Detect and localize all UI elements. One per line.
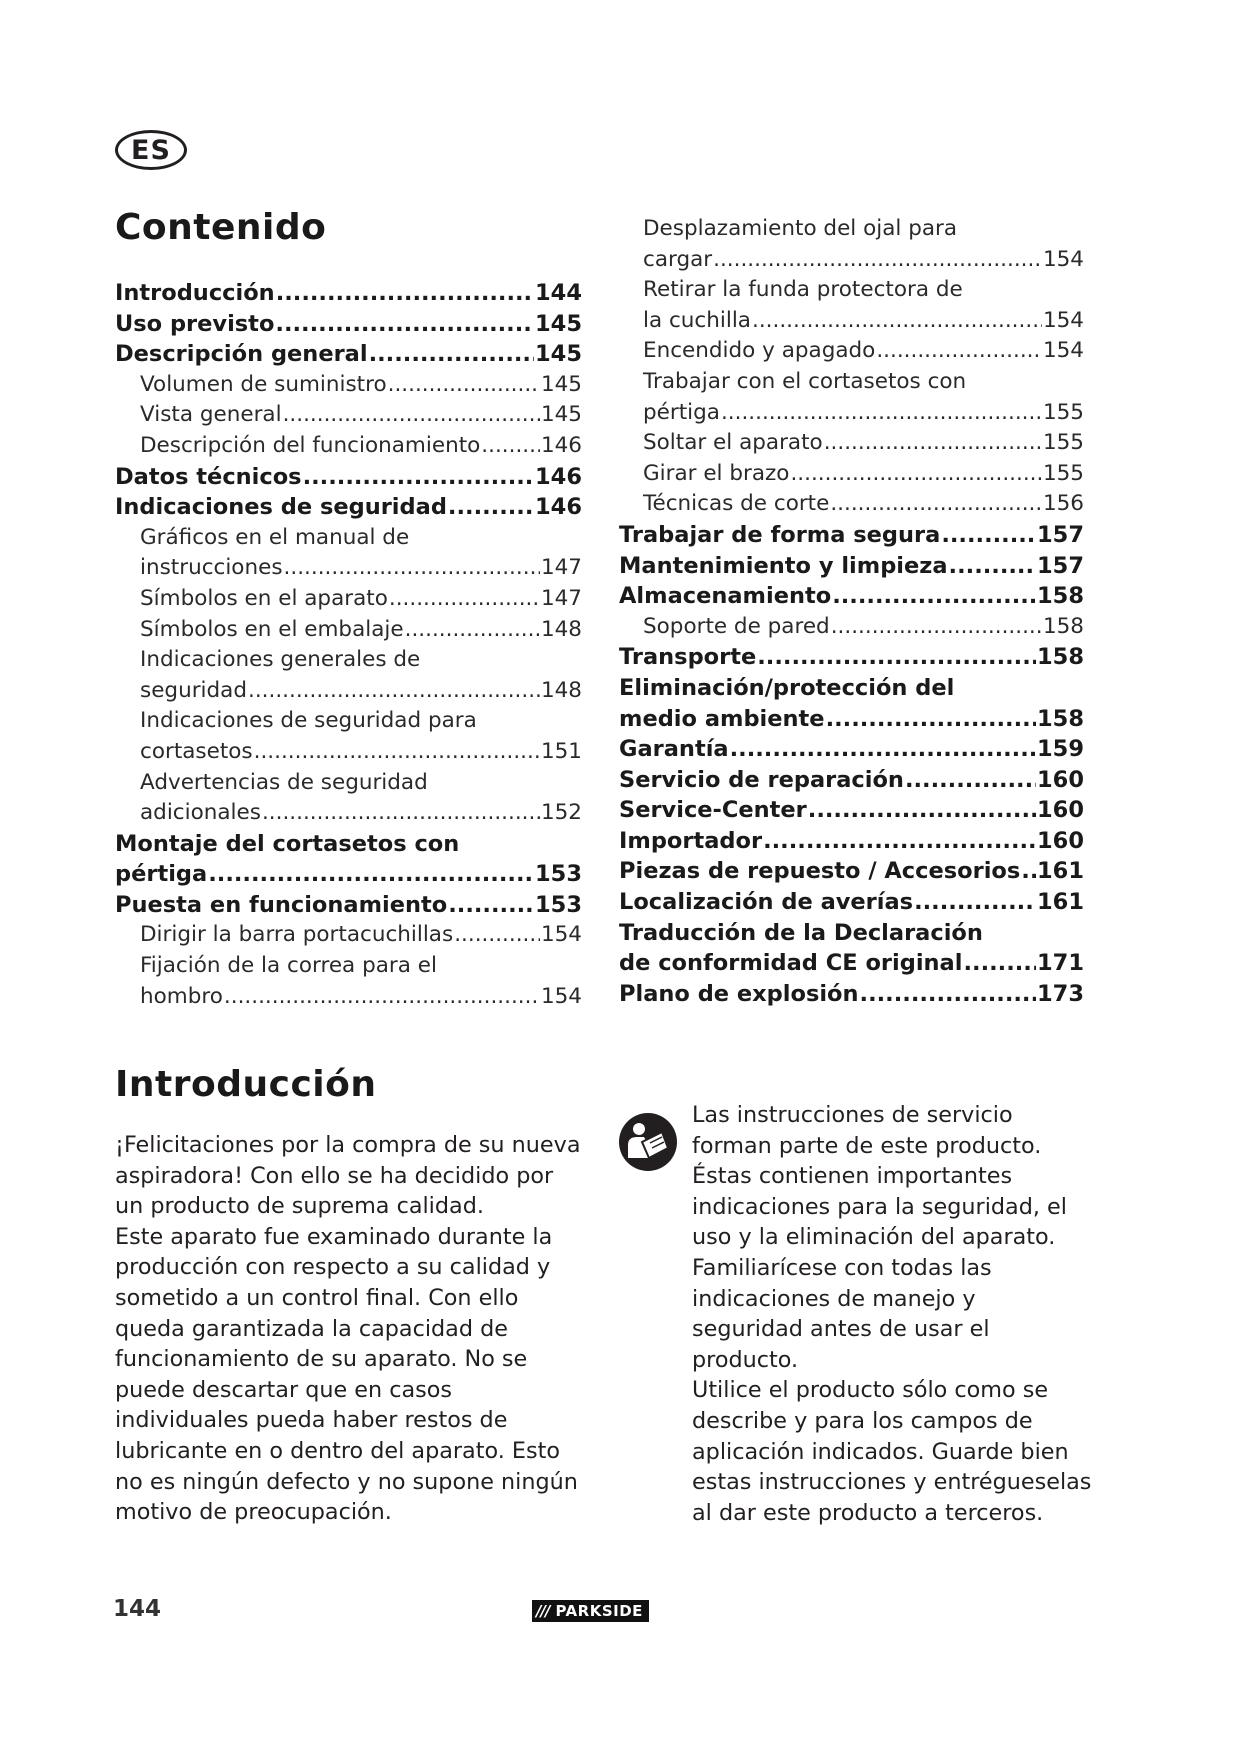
toc-entry-label: Almacenamiento <box>619 583 832 610</box>
toc-entry-page: 146 <box>535 494 582 521</box>
toc-entry <box>619 795 1084 826</box>
toc-entry-label: medio ambiente <box>619 705 825 732</box>
toc-entry <box>115 553 582 584</box>
toc-entry <box>619 459 1084 490</box>
toc-entry <box>115 920 582 951</box>
toc-entry <box>619 367 1084 398</box>
language-badge: ES <box>115 130 187 170</box>
toc-entry-page: 158 <box>1037 583 1084 610</box>
toc-entry-label: Símbolos en el aparato <box>140 585 388 611</box>
toc-entry <box>619 428 1084 459</box>
toc-entry <box>115 676 582 707</box>
note-paragraph: Utilice el producto sólo como se describe y para los campos de aplicación indicados. Guarde bien estas instrucciones y entrégueselas al dar este producto a terceros. <box>692 1377 1092 1526</box>
introduction-title: Introducción <box>115 1064 377 1105</box>
toc-dot-leader <box>790 459 1041 490</box>
toc-entry-label: Mantenimiento y limpieza <box>619 552 948 579</box>
toc-dot-leader <box>448 890 534 921</box>
toc-entry-label: la cuchilla <box>643 307 751 333</box>
toc-list-left <box>115 278 582 1012</box>
toc-entry-label: Girar el brazo <box>643 460 790 486</box>
toc-dot-leader <box>389 584 540 615</box>
toc-entry-page: 155 <box>1042 460 1084 486</box>
toc-entry-label: Traducción de la Declaración <box>619 919 983 946</box>
toc-entry-label: Descripción general <box>115 341 368 368</box>
toc-entry-page: 148 <box>540 616 582 642</box>
manual-note <box>692 1100 1092 1528</box>
note-paragraph: Las instrucciones de servicio forman parte de este producto. Éstas contienen importantes indicaciones para la seguridad, el uso y la eliminación del aparato. Familiarícese con todas las indicaciones de manejo y seguridad antes de usar el producto. <box>692 1102 1067 1373</box>
intro-paragraph: ¡Felicitaciones por la compra de su nueva aspiradora! Con ello se ha decidido por un producto de suprema calidad. <box>115 1132 581 1220</box>
toc-entry <box>619 948 1084 979</box>
toc-entry <box>619 245 1084 276</box>
toc-entry-page: 145 <box>540 402 582 428</box>
read-manual-icon <box>618 1112 678 1172</box>
toc-dot-leader <box>454 920 540 951</box>
toc-entry-label: Transporte <box>619 644 757 671</box>
toc-dot-leader <box>830 489 1042 520</box>
toc-entry <box>115 951 582 982</box>
toc-entry-page: 159 <box>1037 736 1084 763</box>
toc-entry-label: Encendido y apagado <box>643 338 876 364</box>
toc-entry-label: Trabajar de forma segura <box>619 521 941 548</box>
toc-entry <box>619 887 1084 918</box>
toc-entry <box>115 890 582 921</box>
toc-entry-label: Localización de averías <box>619 889 914 916</box>
toc-entry-label: pértiga <box>115 861 208 888</box>
toc-dot-leader <box>224 982 540 1013</box>
logo-stripes: /// <box>532 1600 553 1622</box>
toc-dot-leader <box>369 339 534 370</box>
toc-entry <box>115 737 582 768</box>
toc-entry <box>619 704 1084 735</box>
toc-entry-label: de conformidad CE original <box>619 950 963 977</box>
toc-left-column <box>115 205 582 1012</box>
toc-entry-page: 148 <box>540 677 582 703</box>
toc-entry-label: Advertencias de seguridad <box>140 769 428 795</box>
toc-entry-label: pértiga <box>643 399 720 425</box>
toc-entry-page: 171 <box>1037 950 1084 977</box>
toc-dot-leader <box>208 859 534 890</box>
toc-entry-label: Desplazamiento del ojal para <box>643 216 958 241</box>
toc-entry-label: Montaje del cortasetos con <box>115 830 460 857</box>
toc-entry <box>115 309 582 340</box>
toc-entry <box>115 339 582 370</box>
toc-entry <box>115 584 582 615</box>
toc-dot-leader <box>303 462 534 493</box>
toc-entry-page: 160 <box>1037 797 1084 824</box>
toc-entry-page: 157 <box>1037 552 1084 579</box>
toc-dot-leader <box>730 734 1036 765</box>
toc-entry <box>619 551 1084 582</box>
introduction-body <box>115 1130 585 1528</box>
toc-entry-page: 161 <box>1037 858 1084 885</box>
toc-dot-leader <box>963 948 1036 979</box>
toc-entry-label: Service-Center <box>619 797 807 824</box>
toc-entry-page: 145 <box>535 310 582 337</box>
toc-dot-leader <box>832 581 1036 612</box>
toc-entry-page: 157 <box>1037 521 1084 548</box>
toc-entry <box>115 278 582 309</box>
toc-entry <box>115 859 582 890</box>
toc-entry-label: Volumen de suministro <box>140 371 387 397</box>
toc-entry-page: 146 <box>535 463 582 490</box>
toc-entry-label: Datos técnicos <box>115 463 302 490</box>
toc-entry-page: 147 <box>540 585 582 611</box>
toc-entry <box>115 798 582 829</box>
toc-entry <box>115 400 582 431</box>
toc-entry-page: 160 <box>1037 766 1084 793</box>
toc-dot-leader <box>481 431 540 462</box>
toc-entry-label: seguridad <box>140 677 247 703</box>
toc-entry-page: 161 <box>1037 889 1084 916</box>
toc-entry-label: Eliminación/protección del <box>619 674 955 701</box>
toc-entry-page: 152 <box>540 800 582 826</box>
toc-entry-label: instrucciones <box>140 555 283 581</box>
toc-entry-page: 154 <box>1042 338 1084 364</box>
toc-entry-page: 158 <box>1037 644 1084 671</box>
toc-entry-label: Indicaciones de seguridad para <box>140 708 477 734</box>
toc-entry <box>619 979 1084 1010</box>
toc-entry <box>115 523 582 554</box>
toc-entry-label: Trabajar con el cortasetos con <box>643 368 967 394</box>
toc-entry <box>115 615 582 646</box>
toc-entry <box>115 768 582 799</box>
parkside-logo <box>532 1600 649 1622</box>
toc-dot-leader <box>448 492 534 523</box>
toc-entry-page: 151 <box>540 738 582 764</box>
toc-dot-leader <box>763 826 1036 857</box>
toc-entry-label: Introducción <box>115 280 275 306</box>
toc-entry-page: 153 <box>535 861 582 888</box>
toc-entry <box>115 706 582 737</box>
toc-entry <box>619 398 1084 429</box>
toc-entry-label: Vista general <box>140 402 282 428</box>
toc-right-column <box>619 214 1084 1009</box>
toc-dot-leader <box>1021 856 1036 887</box>
toc-entry <box>115 370 582 401</box>
toc-entry-page: 158 <box>1042 613 1084 639</box>
toc-entry-label: Uso previsto <box>115 310 275 337</box>
toc-entry <box>619 489 1084 520</box>
toc-dot-leader <box>876 336 1042 367</box>
toc-dot-leader <box>388 370 540 401</box>
toc-entry <box>619 856 1084 887</box>
toc-entry <box>619 642 1084 673</box>
toc-entry-label: Soporte de pared <box>643 613 830 639</box>
toc-entry-label: Dirigir la barra portacuchillas <box>140 922 454 948</box>
toc-entry-label: Símbolos en el embalaje <box>140 616 404 642</box>
toc-entry <box>115 492 582 523</box>
toc-entry-label: cargar <box>643 246 713 272</box>
toc-dot-leader <box>757 642 1036 673</box>
toc-entry <box>619 214 1084 245</box>
toc-entry-page: 173 <box>1037 980 1084 1007</box>
toc-dot-leader <box>860 979 1037 1010</box>
toc-entry-label: adicionales <box>140 800 261 826</box>
toc-entry-label: Técnicas de corte <box>643 491 830 517</box>
toc-entry <box>619 306 1084 337</box>
toc-dot-leader <box>276 278 534 309</box>
toc-entry-label: cortasetos <box>140 738 253 764</box>
toc-dot-leader <box>914 887 1036 918</box>
toc-dot-leader <box>826 704 1036 735</box>
toc-dot-leader <box>284 553 540 584</box>
toc-dot-leader <box>808 795 1036 826</box>
toc-entry-label: Gráficos en el manual de <box>140 524 410 550</box>
toc-entry-label: Fijación de la correa para el <box>140 953 437 979</box>
toc-entry-label: Retirar la funda protectora de <box>643 277 963 303</box>
toc-entry-label: Piezas de repuesto / Accesorios <box>619 858 1021 885</box>
toc-entry-page: 145 <box>540 371 582 397</box>
toc-entry <box>619 765 1084 796</box>
toc-entry-page: 146 <box>540 432 582 458</box>
toc-dot-leader <box>949 551 1036 582</box>
toc-entry <box>115 829 582 860</box>
toc-entry <box>115 462 582 493</box>
toc-dot-leader <box>752 306 1042 337</box>
toc-dot-leader <box>905 765 1036 796</box>
intro-paragraph: Este aparato fue examinado durante la producción con respecto a su calidad y sometido a un control final. Con ello queda garantizada la capacidad de funcionamiento de su aparato. No se puede descartar que en casos individuales pueda haber restos de lubricante en o dentro del aparato. Esto no es ningún defecto y no supone ningún motivo de preocupación. <box>115 1223 578 1526</box>
toc-entry-page: 154 <box>540 983 582 1009</box>
contents-title: Contenido <box>115 207 327 248</box>
logo-text: PARKSIDE <box>553 1600 648 1622</box>
toc-entry <box>619 612 1084 643</box>
toc-entry <box>619 275 1084 306</box>
toc-dot-leader <box>405 615 540 646</box>
toc-entry <box>619 581 1084 612</box>
toc-entry-page: 154 <box>1042 246 1084 272</box>
toc-entry <box>115 431 582 462</box>
toc-entry <box>619 520 1084 551</box>
toc-entry-label: Importador <box>619 827 763 854</box>
toc-entry <box>115 982 582 1013</box>
toc-entry <box>619 673 1084 704</box>
toc-dot-leader <box>283 400 540 431</box>
toc-entry-page: 147 <box>540 555 582 581</box>
page-number: 144 <box>113 1596 162 1622</box>
toc-dot-leader <box>941 520 1036 551</box>
toc-entry <box>619 734 1084 765</box>
toc-list-right <box>619 214 1084 1009</box>
toc-entry <box>619 918 1084 949</box>
toc-entry-page: 158 <box>1037 705 1084 732</box>
toc-entry-label: Plano de explosión <box>619 980 859 1007</box>
toc-entry-page: 160 <box>1037 827 1084 854</box>
toc-entry-label: Soltar el aparato <box>643 430 823 456</box>
toc-entry <box>115 645 582 676</box>
toc-entry-label: Descripción del funcionamiento <box>140 432 481 458</box>
toc-dot-leader <box>254 737 540 768</box>
toc-entry-page: 155 <box>1042 399 1084 425</box>
toc-dot-leader <box>824 428 1042 459</box>
toc-entry-page: 145 <box>535 341 582 368</box>
toc-dot-leader <box>262 798 540 829</box>
toc-entry-label: Puesta en funcionamiento <box>115 891 448 918</box>
toc-dot-leader <box>275 309 534 340</box>
toc-entry-label: Servicio de reparación <box>619 766 904 793</box>
toc-entry-page: 156 <box>1042 491 1084 517</box>
toc-dot-leader <box>248 676 540 707</box>
toc-entry-label: hombro <box>140 983 223 1009</box>
toc-dot-leader <box>831 612 1042 643</box>
toc-entry <box>619 826 1084 857</box>
toc-entry-page: 155 <box>1042 430 1084 456</box>
toc-entry-label: Indicaciones de seguridad <box>115 494 447 521</box>
toc-entry-page: 154 <box>1042 307 1084 333</box>
toc-entry-page: 153 <box>535 891 582 918</box>
toc-entry-label: Indicaciones generales de <box>140 647 421 673</box>
toc-entry-page: 144 <box>535 280 582 306</box>
toc-dot-leader <box>721 398 1042 429</box>
toc-dot-leader <box>713 245 1042 276</box>
toc-entry-label: Garantía <box>619 736 729 763</box>
toc-entry-page: 154 <box>540 922 582 948</box>
toc-entry <box>619 336 1084 367</box>
